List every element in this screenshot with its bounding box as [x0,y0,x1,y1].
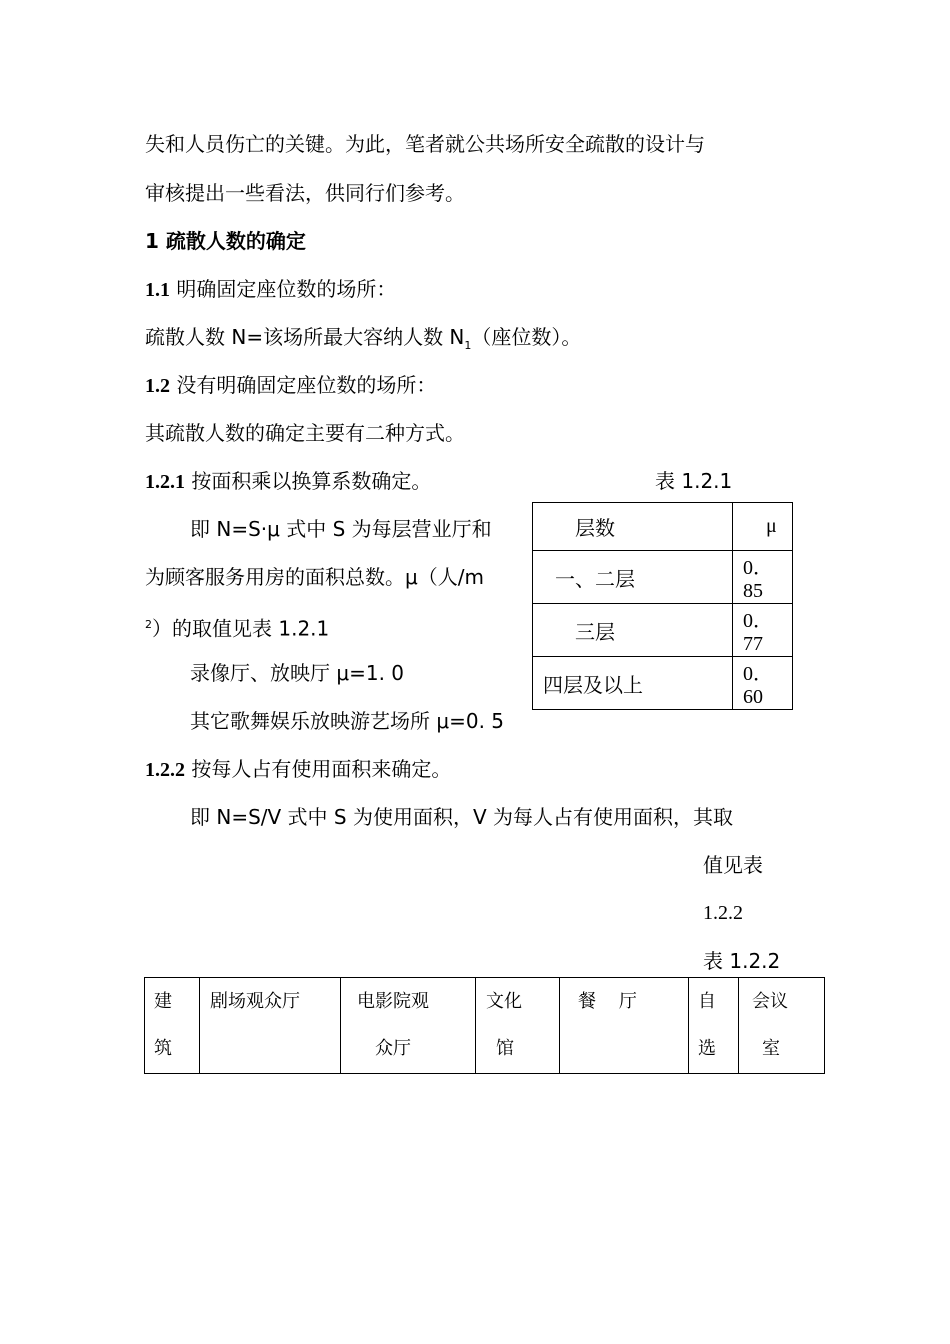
body-paragraph: 录像厅、放映厅 μ=1. 0 [190,661,405,685]
table-cell: 0．60 [733,657,793,710]
table-cell: 三层 [533,604,733,657]
table-row [533,551,793,604]
subsection-heading [145,276,396,303]
table-cell: 0．85 [733,551,793,604]
body-paragraph [145,612,329,642]
table-1-2-1 [532,502,793,710]
heading-number: 1.2.1 [145,471,185,493]
table-1-2-2 [144,977,825,1074]
table-header-cell: 层数 [533,503,733,551]
body-paragraph: 1.2.2 [703,902,743,924]
heading-text: 按每人占有使用面积来确定。 [185,757,452,781]
heading-text: 按面积乘以换算系数确定。 [185,469,432,493]
subscript: 1 [464,339,472,352]
table-header-cell: 文化 馆 [476,978,560,1074]
heading-number: 1.2.2 [145,759,185,781]
subsection-heading [145,756,451,783]
subsection-heading [145,468,431,495]
table-header-cell: 剧场观众厅 [200,978,341,1074]
body-paragraph: 即 N=S·μ 式中 S 为每层营业厅和 [190,517,492,541]
table-header-row [145,978,825,1074]
heading-text: 没有明确固定座位数的场所： [170,373,437,397]
table-header-row [533,503,793,551]
body-paragraph: 为顾客服务用房的面积总数。μ（人/m [145,565,484,589]
table-cell: 一、二层 [533,551,733,604]
table-header-cell: μ [733,503,793,551]
heading-number: 1.2 [145,375,170,397]
heading-number: 1.1 [145,279,170,301]
body-paragraph: 其疏散人数的确定主要有二种方式。 [145,421,465,445]
table-caption: 表 1.2.1 [655,469,733,493]
table-cell: 四层及以上 [533,657,733,710]
formula-text: 疏散人数 N=该场所最大容纳人数 N [145,325,465,349]
body-paragraph: 其它歌舞娱乐放映游艺场所 μ=0. 5 [190,709,505,733]
body-paragraph [145,324,581,359]
body-paragraph: 失和人员伤亡的关键。为此，笔者就公共场所安全疏散的设计与 [145,132,705,156]
table-header-cell: 自 选 [689,978,739,1074]
formula-text-end: （座位数）。 [471,325,582,349]
heading-text: 明确固定座位数的场所： [170,277,397,301]
table-row [533,604,793,657]
table-caption: 表 1.2.2 [703,949,781,973]
paragraph-text: ）的取值见表 1.2.1 [152,616,330,641]
table-cell: 0．77 [733,604,793,657]
table-header-cell: 建 筑 [145,978,200,1074]
table-header-cell: 会议 室 [739,978,825,1074]
body-paragraph: 值见表 [703,853,763,877]
table-header-cell: 餐 厅 [560,978,689,1074]
body-paragraph: 即 N=S/V 式中 S 为使用面积，V 为每人占有使用面积，其取 [190,805,733,829]
table-header-cell: 电影院观 众厅 [341,978,476,1074]
body-paragraph: 审核提出一些看法，供同行们参考。 [145,181,465,205]
superscript: 2 [145,618,152,631]
subsection-heading [145,372,436,399]
section-heading: 1 疏散人数的确定 [145,229,306,253]
table-row [533,657,793,710]
